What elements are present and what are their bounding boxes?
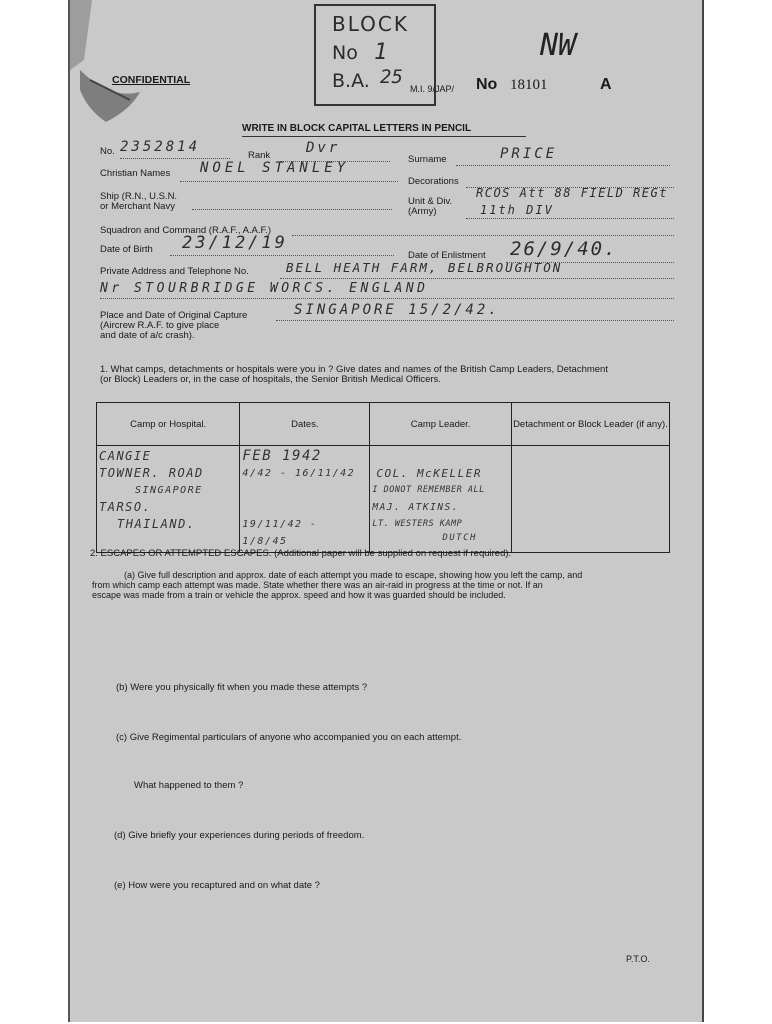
section1-question-2: (or Block) Leaders or, in the case of hospitals, the Senior British Medical Officers.	[100, 374, 441, 385]
ref-number: 18101	[510, 77, 548, 93]
leader-line: DUTCH	[442, 533, 477, 543]
section2-a-line-2: from which camp each attempt was made. State whether there was an air-raid in progress at the time or not. If an	[92, 580, 543, 590]
instruction-underline	[242, 136, 526, 137]
ref-prefix: M.I. 9/JAP/	[410, 84, 455, 94]
no-label: No.	[100, 146, 115, 157]
no-line	[120, 158, 230, 159]
unit-label-2: (Army)	[408, 206, 437, 217]
capture-line	[276, 320, 674, 321]
stamp-block: BLOCK	[332, 12, 409, 36]
christian-names-label: Christian Names	[100, 168, 171, 179]
section2-b: (b) Were you physically fit when you made these attempts ?	[116, 682, 368, 693]
tied-corner-graphic	[70, 0, 160, 130]
ship-label-2: or Merchant Navy	[100, 201, 175, 212]
stamp-ba: B.A.	[332, 70, 370, 92]
pto-label: P.T.O.	[626, 954, 650, 964]
dates-line: 19/11/42 - 1/8/45	[242, 519, 318, 547]
pencil-instruction: WRITE IN BLOCK CAPITAL LETTERS IN PENCIL	[242, 123, 472, 134]
table-row	[97, 446, 670, 553]
enlistment-value: 26/9/40.	[510, 238, 618, 260]
ship-line	[192, 209, 392, 210]
surname-line	[456, 165, 670, 166]
unit-value-1: RCOS Att 88 FIELD REGt	[476, 186, 668, 200]
dates-line	[242, 482, 367, 499]
unit-line	[466, 218, 674, 219]
christian-names-line	[180, 181, 398, 182]
detachment-cell	[511, 446, 669, 553]
section2-a-line-3: escape was made from a train or vehicle the approx. speed and how it was guarded should be included.	[92, 590, 506, 600]
stamp-no: No	[332, 42, 358, 64]
camp-line: THAILAND.	[117, 517, 196, 531]
camp-cell	[97, 446, 240, 553]
unit-value-2: 11th DIV	[480, 203, 554, 217]
dates-line	[242, 499, 367, 516]
section2-heading: 2. ESCAPES OR ATTEMPTED ESCAPES. (Additional paper will be supplied on request if required).	[90, 548, 512, 559]
camps-table	[96, 402, 670, 553]
dob-value: 23/12/19	[182, 233, 288, 253]
leader-cell	[370, 446, 512, 553]
leader-line: MAJ. ATKINS.	[372, 502, 459, 513]
capture-value: SINGAPORE 15/2/42.	[294, 302, 500, 318]
section2-c-sub: What happened to them ?	[134, 780, 244, 791]
camp-line: SINGAPORE	[135, 485, 203, 496]
christian-names-value: NOEL STANLEY	[200, 160, 350, 176]
squadron-line	[292, 235, 674, 236]
surname-value: PRICE	[500, 146, 558, 162]
camp-line: CANGIE	[99, 449, 152, 463]
leader-line: COL. McKELLER	[376, 467, 482, 480]
no-value: 2352814	[120, 139, 201, 155]
dob-label: Date of Birth	[100, 244, 153, 255]
address-value-2: Nr STOURBRIDGE WORCS. ENGLAND	[100, 281, 429, 296]
address-value-1: BELL HEATH FARM, BELBROUGHTON	[286, 260, 563, 275]
dates-line: 4/42 - 16/11/42	[242, 468, 356, 479]
squadron-label: Squadron and Command (R.A.F., A.A.F.)	[100, 225, 272, 236]
address-line-2	[100, 298, 674, 299]
header-camp-leader: Camp Leader.	[370, 403, 512, 446]
leader-line	[372, 448, 509, 465]
section2-d: (d) Give briefly your experiences during periods of freedom.	[114, 830, 365, 841]
camps-table-header	[97, 403, 670, 446]
ref-suffix: A	[600, 76, 612, 93]
surname-label: Surname	[408, 154, 447, 165]
form-sheet	[68, 0, 704, 1022]
camp-line: TOWNER. ROAD	[99, 466, 204, 480]
camp-line: TARSO.	[99, 500, 152, 514]
confidential-label: CONFIDENTIAL	[112, 74, 191, 86]
stamp-ba-hand: 25	[380, 66, 403, 88]
section2-a-line-1: (a) Give full description and approx. date of each attempt you made to escape, showing how you left the camp, and	[124, 570, 583, 580]
leader-line: LT. WESTERS KAMP	[372, 519, 463, 529]
section2-c: (c) Give Regimental particulars of anyone who accompanied you on each attempt.	[116, 732, 462, 743]
address-line-1	[280, 278, 674, 279]
enlistment-label: Date of Enlistment	[408, 250, 486, 261]
dates-cell	[240, 446, 370, 553]
rank-value: Dvr	[306, 140, 341, 156]
dates-line: FEB 1942	[242, 448, 322, 464]
capture-label-2: (Aircrew R.A.F. to give place	[100, 320, 220, 331]
address-label: Private Address and Telephone No.	[100, 266, 249, 277]
ship-label-1: Ship (R.N., U.S.N.	[100, 191, 178, 202]
dob-line	[170, 255, 394, 256]
header-dates: Dates.	[240, 403, 370, 446]
header-camp-or-hospital: Camp or Hospital.	[97, 403, 240, 446]
stamp-no-hand: 1	[374, 40, 388, 65]
header-detachment-leader: Detachment or Block Leader (if any).	[511, 403, 669, 446]
unit-label-1: Unit & Div.	[408, 196, 453, 207]
section1-question-1: 1. What camps, detachments or hospitals were you in ? Give dates and names of the British Camp Leaders, Detachment	[100, 364, 608, 375]
capture-label-3: and date of a/c crash).	[100, 330, 195, 341]
ref-no-label: No	[476, 76, 498, 93]
capture-label-1: Place and Date of Original Capture	[100, 310, 248, 321]
leader-line: I DONOT REMEMBER ALL	[372, 485, 485, 495]
decorations-label: Decorations	[408, 176, 459, 187]
corner-initials: NW	[540, 28, 577, 63]
section2-e: (e) How were you recaptured and on what date ?	[114, 880, 320, 891]
rank-label: Rank	[248, 150, 271, 161]
